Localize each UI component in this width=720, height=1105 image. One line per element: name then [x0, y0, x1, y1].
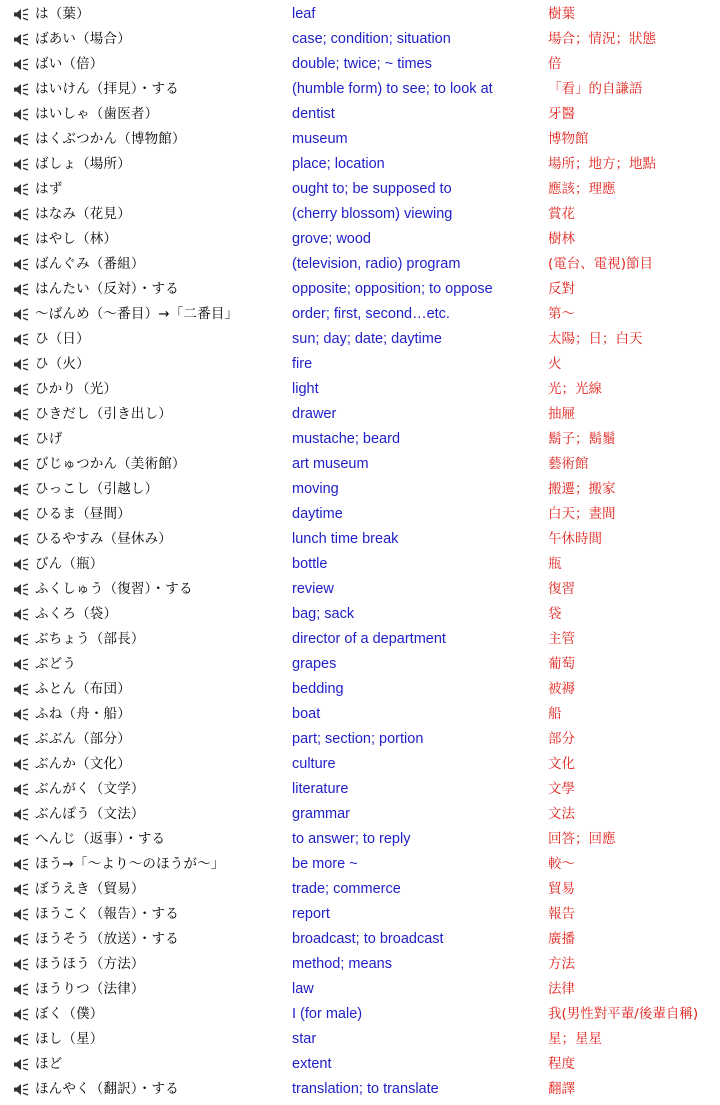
japanese-term: ばしょ（場所）: [35, 156, 131, 172]
speaker-icon[interactable]: [13, 133, 29, 146]
english-meaning: order; first, second…etc.: [292, 306, 450, 322]
japanese-term: ぼく（僕）: [35, 1006, 104, 1022]
speaker-icon[interactable]: [13, 883, 29, 896]
english-meaning: method; means: [292, 956, 392, 972]
english-meaning: be more ~: [292, 856, 358, 872]
speaker-icon[interactable]: [13, 733, 29, 746]
english-meaning: director of a department: [292, 631, 446, 647]
speaker-icon[interactable]: [13, 58, 29, 71]
speaker-icon[interactable]: [13, 783, 29, 796]
japanese-term: はなみ（花見）: [35, 206, 131, 222]
speaker-icon[interactable]: [13, 908, 29, 921]
speaker-icon[interactable]: [13, 383, 29, 396]
english-meaning: opposite; opposition; to oppose: [292, 281, 493, 297]
vocab-row: [0, 452, 720, 477]
english-meaning: bottle: [292, 556, 328, 572]
speaker-icon[interactable]: [13, 758, 29, 771]
japanese-term: ひ（日）: [35, 331, 90, 347]
speaker-icon[interactable]: [13, 458, 29, 471]
vocab-row: [0, 602, 720, 627]
chinese-meaning: 火: [548, 356, 562, 372]
japanese-term: ふね（舟・船）: [35, 706, 131, 722]
japanese-term: ぶどう: [35, 656, 77, 672]
japanese-term: ばんぐみ（番組）: [35, 256, 145, 272]
chinese-meaning: 文法: [548, 806, 575, 822]
japanese-term: ばあい（場合）: [35, 31, 131, 47]
vocab-row: [0, 177, 720, 202]
english-meaning: grapes: [292, 656, 337, 672]
vocab-row: [0, 477, 720, 502]
speaker-icon[interactable]: [13, 933, 29, 946]
vocab-row: [0, 77, 720, 102]
chinese-meaning: 我(男性對平輩/後輩自稱): [548, 1006, 699, 1022]
english-meaning: drawer: [292, 406, 337, 422]
vocab-row: [0, 52, 720, 77]
japanese-term: ほう→「～より～のほうが～」: [35, 856, 225, 872]
japanese-term: ぶんぽう（文法）: [35, 806, 145, 822]
japanese-term: はず: [35, 181, 63, 197]
english-meaning: double; twice; ~ times: [292, 56, 432, 72]
speaker-icon[interactable]: [13, 433, 29, 446]
english-meaning: bedding: [292, 681, 344, 697]
english-meaning: mustache; beard: [292, 431, 401, 447]
speaker-icon[interactable]: [13, 708, 29, 721]
vocab-row: [0, 102, 720, 127]
vocab-row: [0, 802, 720, 827]
chinese-meaning: 應該；理應: [548, 181, 616, 197]
english-meaning: literature: [292, 781, 349, 797]
speaker-icon[interactable]: [13, 108, 29, 121]
english-meaning: I (for male): [292, 1006, 363, 1022]
english-meaning: case; condition; situation: [292, 31, 451, 47]
japanese-term: ひっこし（引越し）: [35, 481, 159, 497]
speaker-icon[interactable]: [13, 33, 29, 46]
vocab-row: [0, 327, 720, 352]
japanese-term: ひきだし（引き出し）: [35, 406, 172, 422]
japanese-term: ひるやすみ（昼休み）: [35, 531, 172, 547]
english-meaning: boat: [292, 706, 321, 722]
chinese-meaning: 博物館: [548, 131, 589, 147]
japanese-term: は（葉）: [35, 6, 90, 22]
english-meaning: review: [292, 581, 334, 597]
english-meaning: (cherry blossom) viewing: [292, 206, 453, 222]
speaker-icon[interactable]: [13, 8, 29, 21]
chinese-meaning: 白天；晝間: [548, 506, 616, 522]
japanese-term: ほし（星）: [35, 1031, 104, 1047]
chinese-meaning: 太陽；日；白天: [548, 331, 643, 347]
japanese-term: ほんやく（翻訳）・する: [35, 1081, 179, 1097]
chinese-meaning: 袋: [548, 606, 562, 622]
speaker-icon[interactable]: [13, 358, 29, 371]
speaker-icon[interactable]: [13, 683, 29, 696]
chinese-meaning: 方法: [548, 956, 575, 972]
speaker-icon[interactable]: [13, 833, 29, 846]
chinese-meaning: 午休時間: [548, 531, 602, 547]
english-meaning: law: [292, 981, 314, 997]
chinese-meaning: 賞花: [548, 206, 575, 222]
english-meaning: to answer; to reply: [292, 831, 411, 847]
vocab-row: [0, 552, 720, 577]
speaker-icon[interactable]: [13, 233, 29, 246]
english-meaning: fire: [292, 356, 313, 372]
speaker-icon[interactable]: [13, 1008, 29, 1021]
chinese-meaning: 抽屜: [548, 406, 575, 422]
english-meaning: extent: [292, 1056, 332, 1072]
chinese-meaning: 倍: [548, 56, 562, 72]
vocab-row: [0, 277, 720, 302]
japanese-term: ひ（火）: [35, 356, 90, 372]
vocabulary-list: [0, 2, 720, 1102]
english-meaning: trade; commerce: [292, 881, 401, 897]
chinese-meaning: (電台、電視)節目: [548, 256, 654, 272]
english-meaning: part; section; portion: [292, 731, 424, 747]
chinese-meaning: 「看」的自謙語: [548, 81, 643, 97]
vocab-row: [0, 202, 720, 227]
vocab-row: [0, 227, 720, 252]
chinese-meaning: 程度: [548, 1056, 575, 1072]
chinese-meaning: 被褥: [548, 681, 575, 697]
speaker-icon[interactable]: [13, 558, 29, 571]
chinese-meaning: 牙醫: [548, 106, 575, 122]
vocab-row: [0, 777, 720, 802]
chinese-meaning: 瓶: [548, 556, 562, 572]
vocab-row: [0, 827, 720, 852]
english-meaning: bag; sack: [292, 606, 355, 622]
japanese-term: はやし（林）: [35, 231, 118, 247]
chinese-meaning: 場所；地方；地點: [548, 156, 656, 172]
vocab-row: [0, 702, 720, 727]
japanese-term: ふくしゅう（復習）・する: [35, 581, 193, 597]
chinese-meaning: 星；星星: [548, 1031, 602, 1047]
chinese-meaning: 場合；情況；狀態: [548, 31, 656, 47]
japanese-term: ぶちょう（部長）: [35, 631, 145, 647]
japanese-term: ～ばんめ（～番目）→「二番目」: [35, 306, 239, 322]
vocab-row: [0, 127, 720, 152]
chinese-meaning: 反對: [548, 281, 575, 297]
vocab-row: [0, 527, 720, 552]
japanese-term: へんじ（返事）・する: [35, 831, 166, 847]
chinese-meaning: 第～: [548, 306, 575, 322]
speaker-icon[interactable]: [13, 508, 29, 521]
japanese-term: びん（瓶）: [35, 556, 104, 572]
chinese-meaning: 報告: [548, 906, 575, 922]
vocab-row: [0, 877, 720, 902]
japanese-term: ふとん（布団）: [35, 681, 131, 697]
chinese-meaning: 葡萄: [548, 656, 575, 672]
english-meaning: grove; wood: [292, 231, 371, 247]
japanese-term: ひかり（光）: [35, 381, 118, 397]
vocab-row: [0, 1077, 720, 1102]
english-meaning: grammar: [292, 806, 351, 822]
chinese-meaning: 船: [548, 706, 562, 722]
japanese-term: ぶんか（文化）: [35, 756, 131, 772]
chinese-meaning: 文化: [548, 756, 575, 772]
japanese-term: ひるま（昼間）: [35, 506, 131, 522]
vocab-row: [0, 2, 720, 27]
chinese-meaning: 文學: [548, 781, 575, 797]
english-meaning: report: [292, 906, 330, 922]
english-meaning: place; location: [292, 156, 385, 172]
speaker-icon[interactable]: [13, 1033, 29, 1046]
speaker-icon[interactable]: [13, 583, 29, 596]
speaker-icon[interactable]: [13, 333, 29, 346]
speaker-icon[interactable]: [13, 483, 29, 496]
speaker-icon[interactable]: [13, 158, 29, 171]
vocab-row: [0, 652, 720, 677]
english-meaning: sun; day; date; daytime: [292, 331, 442, 347]
chinese-meaning: 貿易: [548, 881, 575, 897]
chinese-meaning: 較～: [548, 856, 575, 872]
japanese-term: はくぶつかん（博物館）: [35, 131, 186, 147]
speaker-icon[interactable]: [13, 533, 29, 546]
vocab-row: [0, 302, 720, 327]
speaker-icon[interactable]: [13, 183, 29, 196]
japanese-term: ひげ: [35, 431, 63, 447]
chinese-meaning: 樹葉: [548, 6, 575, 22]
english-meaning: moving: [292, 481, 339, 497]
english-meaning: daytime: [292, 506, 343, 522]
english-meaning: ought to; be supposed to: [292, 181, 452, 197]
chinese-meaning: 回答；回應: [548, 831, 616, 847]
english-meaning: culture: [292, 756, 336, 772]
speaker-icon[interactable]: [13, 608, 29, 621]
speaker-icon[interactable]: [13, 1058, 29, 1071]
speaker-icon[interactable]: [13, 808, 29, 821]
speaker-icon[interactable]: [13, 208, 29, 221]
speaker-icon[interactable]: [13, 958, 29, 971]
english-meaning: broadcast; to broadcast: [292, 931, 444, 947]
japanese-term: ほうほう（方法）: [35, 956, 145, 972]
english-meaning: art museum: [292, 456, 369, 472]
vocab-row: [0, 1027, 720, 1052]
speaker-icon[interactable]: [13, 633, 29, 646]
japanese-term: ぼうえき（貿易）: [35, 881, 145, 897]
chinese-meaning: 光；光線: [548, 381, 602, 397]
vocab-row: [0, 502, 720, 527]
chinese-meaning: 藝術館: [548, 456, 589, 472]
vocab-row: [0, 852, 720, 877]
vocab-row: [0, 1002, 720, 1027]
english-meaning: star: [292, 1031, 317, 1047]
japanese-term: ぶんがく（文学）: [35, 781, 145, 797]
speaker-icon[interactable]: [13, 408, 29, 421]
chinese-meaning: 法律: [548, 981, 575, 997]
english-meaning: light: [292, 381, 319, 397]
chinese-meaning: 廣播: [548, 931, 575, 947]
vocab-row: [0, 402, 720, 427]
japanese-term: ほうりつ（法律）: [35, 981, 145, 997]
japanese-term: びじゅつかん（美術館）: [35, 456, 186, 472]
vocab-row: [0, 1052, 720, 1077]
vocab-row: [0, 977, 720, 1002]
vocab-row: [0, 27, 720, 52]
vocab-row: [0, 902, 720, 927]
japanese-term: はいけん（拝見）・する: [35, 81, 179, 97]
vocab-row: [0, 152, 720, 177]
japanese-term: はいしゃ（歯医者）: [35, 106, 159, 122]
japanese-term: ばい（倍）: [35, 56, 104, 72]
vocab-row: [0, 627, 720, 652]
vocab-row: [0, 927, 720, 952]
japanese-term: ほど: [35, 1056, 63, 1072]
japanese-term: ぶぶん（部分）: [35, 731, 131, 747]
speaker-icon[interactable]: [13, 983, 29, 996]
vocab-row: [0, 427, 720, 452]
japanese-term: ふくろ（袋）: [35, 606, 118, 622]
japanese-term: ほうそう（放送）・する: [35, 931, 179, 947]
vocab-row: [0, 952, 720, 977]
chinese-meaning: 搬遷；搬家: [548, 481, 616, 497]
vocab-row: [0, 752, 720, 777]
vocab-row: [0, 252, 720, 277]
english-meaning: (television, radio) program: [292, 256, 461, 272]
chinese-meaning: 翻譯: [548, 1081, 575, 1097]
speaker-icon[interactable]: [13, 858, 29, 871]
speaker-icon[interactable]: [13, 258, 29, 271]
speaker-icon[interactable]: [13, 308, 29, 321]
speaker-icon[interactable]: [13, 1083, 29, 1096]
chinese-meaning: 樹林: [548, 231, 575, 247]
speaker-icon[interactable]: [13, 283, 29, 296]
vocab-row: [0, 677, 720, 702]
english-meaning: dentist: [292, 106, 335, 122]
english-meaning: museum: [292, 131, 348, 147]
chinese-meaning: 復習: [548, 581, 575, 597]
japanese-term: ほうこく（報告）・する: [35, 906, 179, 922]
speaker-icon[interactable]: [13, 658, 29, 671]
english-meaning: lunch time break: [292, 531, 399, 547]
chinese-meaning: 部分: [548, 731, 575, 747]
english-meaning: translation; to translate: [292, 1081, 439, 1097]
english-meaning: (humble form) to see; to look at: [292, 81, 493, 97]
vocab-row: [0, 577, 720, 602]
vocab-row: [0, 352, 720, 377]
english-meaning: leaf: [292, 6, 316, 22]
chinese-meaning: 主管: [548, 631, 575, 647]
japanese-term: はんたい（反対）・する: [35, 281, 179, 297]
chinese-meaning: 鬍子；鬍鬚: [548, 431, 616, 447]
speaker-icon[interactable]: [13, 83, 29, 96]
vocab-row: [0, 377, 720, 402]
vocab-row: [0, 727, 720, 752]
